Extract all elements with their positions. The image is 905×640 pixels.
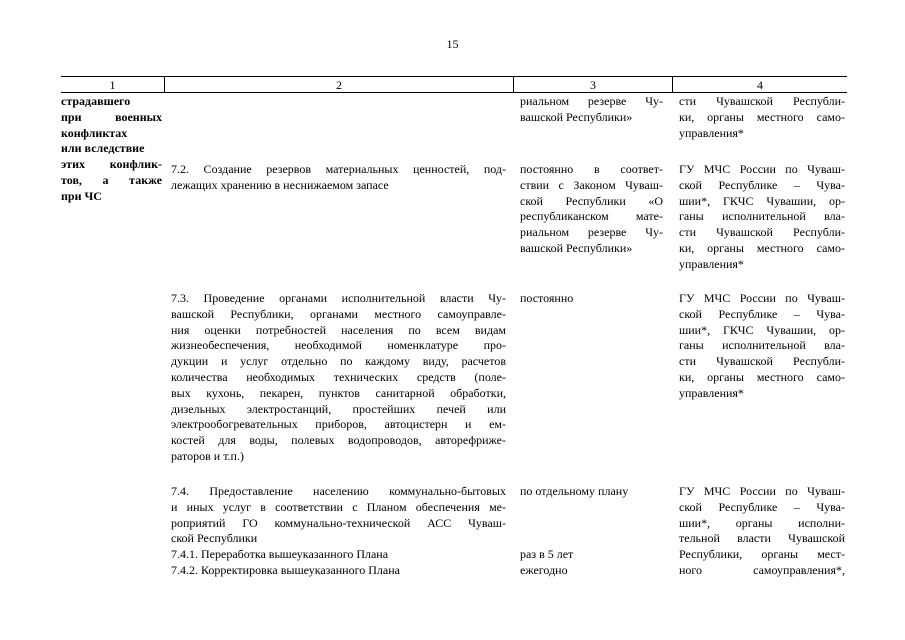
category-line: при военных <box>61 109 162 124</box>
category-line: страдавшего <box>61 94 131 108</box>
item-7-3-responsible: ГУ МЧС России по Чуваш- ской Республике – Чува- шии*, ГКЧС Чувашии, ор- ганы исполнительной вла- сти Чувашской Республи- ки, органы местного само- управления* <box>679 291 845 400</box>
continued-responsible: сти Чувашской Республи- ки, органы местного само- управления* <box>679 94 845 140</box>
table-top-border <box>61 76 847 77</box>
category-line: этих конфлик- <box>61 157 162 172</box>
item-7-3-term: постоянно <box>520 291 574 305</box>
item-7-2-text: 7.2. Создание резервов материальных ценностей, под- лежащих хранению в неснижаемом запасе <box>171 162 506 192</box>
category-line: тов, а также <box>61 172 162 187</box>
header-bottom-border <box>61 92 847 93</box>
column-header-3: 3 <box>590 78 596 92</box>
item-7-4-2-text: 7.4.2. Корректировка вышеуказанного Плана <box>171 563 400 577</box>
item-7-3-text: 7.3. Проведение органами исполнительной власти Чу- вашской Республики, органами местного самоуправле- ния оценки потребностей населения по всем видам жизнеобеспечения, необходимой номенклатуре про- дукции и услуг отдельно по каждому виду, расчетов количества необходимых технических средств (поле- вых кухонь, пекарен, пунктов санитарной обработки, дизельных электростанций, простейших печей или электрообогревательных приборов, автоцистерн и ем- костей для воды, полевых водопроводов, авторефриже- раторов и т.п.) <box>171 291 506 463</box>
item-7-2-responsible: ГУ МЧС России по Чуваш- ской Республике – Чува- шии*, ГКЧС Чувашии, ор- ганы исполнительной вла- сти Чувашской Республи- ки, органы местного само- управления* <box>679 162 845 271</box>
category-label <box>61 94 162 205</box>
category-line: при ЧС <box>61 188 102 203</box>
column-header-2: 2 <box>336 78 342 92</box>
item-7-4-1-period: раз в 5 лет <box>520 547 574 561</box>
item-7-4-text: 7.4. Предоставление населению коммунально-бытовых и иных услуг в соответствии с Планом обеспечения ме- роприятий ГО коммунально-технической АСС Чуваш- ской Республики <box>171 484 506 546</box>
item-7-4-responsible: ГУ МЧС России по Чуваш- ской Республике – Чува- шии*, органы исполни- тельной власти Чувашской Республики, органы мест- ного самоуправления*, <box>679 484 845 577</box>
category-line: конфликтах <box>61 125 128 140</box>
continued-term: риальном резерве Чу- вашской Республики» <box>520 94 663 124</box>
page-number: 15 <box>446 37 459 51</box>
item-7-4-1-text: 7.4.1. Переработка вышеуказанного Плана <box>171 547 389 561</box>
category-line: или вследствие <box>61 141 145 156</box>
column-header-4: 4 <box>757 78 763 92</box>
item-7-4-2-period: ежегодно <box>520 563 568 577</box>
item-7-4-term: по отдельному плану <box>520 484 629 498</box>
item-7-2-term: постоянно в соответ- ствии с Законом Чуваш- ской Республики «О республиканском мате- риальном резерве Чу- вашской Республики» <box>520 162 663 255</box>
column-header-1: 1 <box>109 78 116 92</box>
